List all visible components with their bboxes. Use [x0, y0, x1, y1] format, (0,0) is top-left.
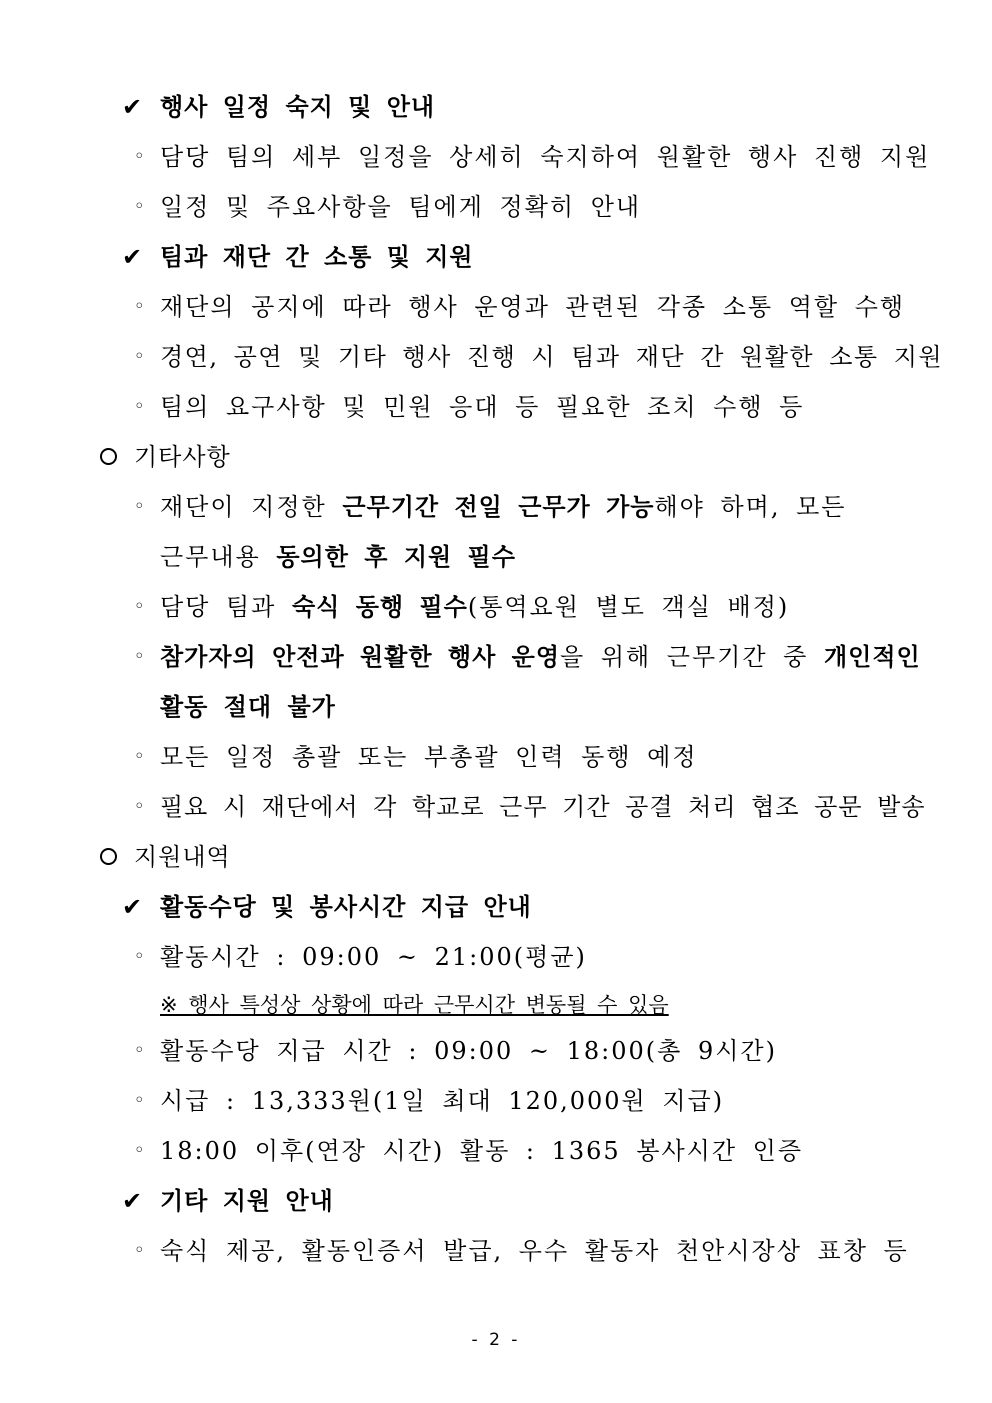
- list-item: 담당 팀의 세부 일정을 상세히 숙지하여 원활한 행사 진행 지원: [160, 143, 931, 171]
- bullet-icon: ◦: [134, 296, 145, 317]
- list-item: [160, 492, 846, 522]
- text-part: 을 위해 근무기간 중: [560, 643, 824, 671]
- bullet-icon: ◦: [134, 1140, 145, 1161]
- section-heading-schedule: 행사 일정 숙지 및 안내: [160, 93, 436, 121]
- bullet-icon: ◦: [134, 496, 145, 517]
- list-item: [160, 592, 789, 622]
- bullet-icon: ◦: [134, 1040, 145, 1061]
- section-title-support: 지원내역: [134, 843, 231, 871]
- list-item: 숙식 제공, 활동인증서 발급, 우수 활동자 천안시장상 표창 등: [160, 1237, 909, 1265]
- bullet-icon: ◦: [134, 796, 145, 817]
- bullet-icon: ◦: [134, 146, 145, 167]
- check-mark-icon: ✔: [122, 243, 143, 271]
- list-item-continuation: 활동 절대 불가: [160, 693, 336, 721]
- notice-text: ※ 행사 특성상 상황에 따라 근무시간 변동될 수 있음: [160, 993, 669, 1017]
- section-heading-other-support: 기타 지원 안내: [160, 1187, 334, 1215]
- section-title-etc: 기타사항: [134, 443, 231, 471]
- check-mark-icon: ✔: [122, 1187, 143, 1215]
- list-item: [160, 642, 921, 672]
- list-item-continuation: [160, 542, 516, 572]
- bullet-icon: ◦: [134, 396, 145, 417]
- list-item: 시급 : 13,333원(1일 최대 120,000원 지급): [160, 1087, 725, 1115]
- list-item: 18:00 이후(연장 시간) 활동 : 1365 봉사시간 인증: [160, 1137, 804, 1165]
- bullet-icon: ◦: [134, 646, 145, 667]
- section-heading-communication: 팀과 재단 간 소통 및 지원: [160, 243, 474, 271]
- text-part: 근무내용: [160, 543, 277, 571]
- text-part: (통역요원 별도 객실 배정): [467, 593, 790, 621]
- bold-text: 근무기간 전일 근무가 가능: [342, 493, 655, 521]
- check-mark-icon: ✔: [122, 93, 143, 121]
- list-item: 재단의 공지에 따라 행사 운영과 관련된 각종 소통 역할 수행: [160, 293, 906, 321]
- hollow-circle-icon: [100, 848, 117, 865]
- check-mark-icon: ✔: [122, 893, 143, 921]
- bullet-icon: ◦: [134, 596, 145, 617]
- bullet-icon: ◦: [134, 1240, 145, 1261]
- bullet-icon: ◦: [134, 746, 145, 767]
- bullet-icon: ◦: [134, 946, 145, 967]
- hollow-circle-icon: [100, 448, 117, 465]
- section-heading-allowance: 활동수당 및 봉사시간 지급 안내: [160, 893, 532, 921]
- bold-text: 숙식 동행 필수: [292, 593, 468, 621]
- list-item: 활동시간 : 09:00 ~ 21:00(평균): [160, 943, 587, 971]
- bold-text: 참가자의 안전과 원활한 행사 운영: [160, 643, 560, 671]
- bullet-icon: ◦: [134, 1090, 145, 1111]
- list-item: 모든 일정 총괄 또는 부총괄 인력 동행 예정: [160, 743, 698, 771]
- page-number: - 2 -: [471, 1330, 521, 1350]
- list-item: 활동수당 지급 시간 : 09:00 ~ 18:00(총 9시간): [160, 1037, 777, 1065]
- list-item: 경연, 공연 및 기타 행사 진행 시 팀과 재단 간 원활한 소통 지원: [160, 343, 944, 371]
- list-item: 팀의 요구사항 및 민원 응대 등 필요한 조치 수행 등: [160, 393, 805, 421]
- bold-text: 개인적인: [824, 643, 921, 671]
- bullet-icon: ◦: [134, 346, 145, 367]
- text-part: 재단이 지정한: [160, 493, 343, 521]
- list-item: 일정 및 주요사항을 팀에게 정확히 안내: [160, 193, 642, 221]
- bullet-icon: ◦: [134, 196, 145, 217]
- text-part: 해야 하며, 모든: [654, 493, 847, 521]
- text-part: 담당 팀과: [160, 593, 292, 621]
- bold-text: 동의한 후 지원 필수: [276, 543, 516, 571]
- list-item: 필요 시 재단에서 각 학교로 근무 기간 공결 처리 협조 공문 발송: [160, 793, 926, 821]
